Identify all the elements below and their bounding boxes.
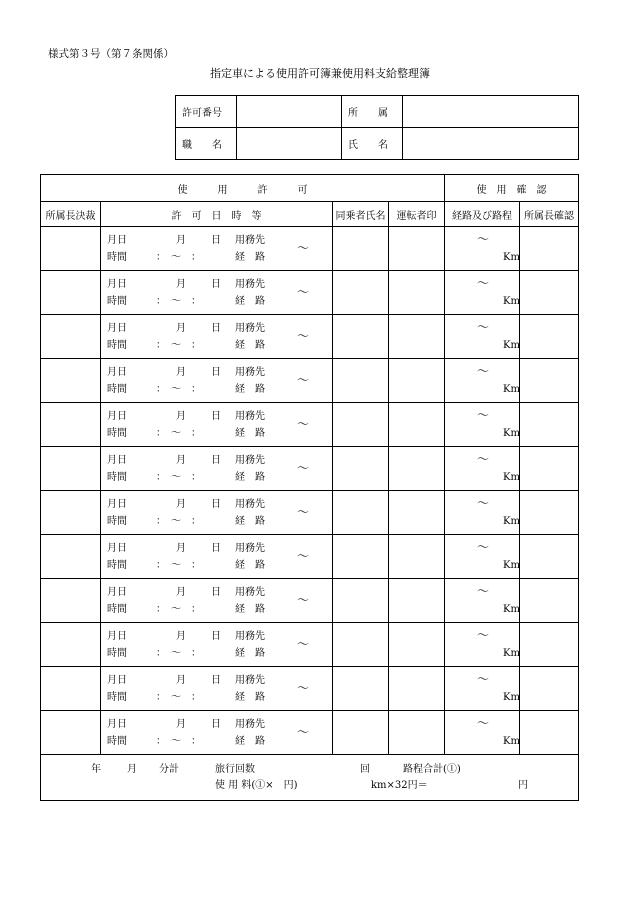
route-distance-cell [445, 667, 520, 711]
month-day-label: 月日 [107, 455, 127, 466]
route-label: 経 路 [235, 736, 265, 747]
footer-summary [41, 755, 579, 801]
time-label: 時間 [107, 340, 127, 351]
km-unit: Km [503, 692, 520, 703]
approver-cell[interactable] [41, 491, 101, 535]
route-tilde: ～ [477, 364, 490, 378]
month-label: 月 [176, 367, 186, 378]
driver-seal-cell[interactable] [389, 623, 445, 667]
table-row [41, 403, 579, 447]
datetime-cell [101, 403, 333, 447]
table-row [41, 447, 579, 491]
destination-label: 用務先 [235, 455, 265, 466]
km-unit: Km [503, 428, 520, 439]
driver-seal-cell[interactable] [389, 447, 445, 491]
confirm-cell[interactable] [520, 667, 579, 711]
route-tilde: ～ [477, 716, 490, 730]
passenger-column-header: 同乗者氏名 [333, 202, 389, 227]
month-day-label: 月日 [107, 719, 127, 730]
footer-distance-total: 路程合計(①) [403, 764, 461, 775]
km-unit: Km [503, 296, 520, 307]
time-label: 時間 [107, 516, 127, 527]
destination-label: 用務先 [235, 279, 265, 290]
passenger-cell[interactable] [333, 315, 389, 359]
approver-cell[interactable] [41, 535, 101, 579]
passenger-cell[interactable] [333, 227, 389, 271]
month-day-label: 月日 [107, 411, 127, 422]
route-distance-cell [445, 447, 520, 491]
usage-log-table [40, 174, 579, 801]
time-range-label: ： ～ ： [156, 692, 201, 703]
time-label: 時間 [107, 560, 127, 571]
route-label: 経 路 [235, 692, 265, 703]
month-label: 月 [176, 499, 186, 510]
day-label: 日 [211, 719, 221, 730]
approver-cell[interactable] [41, 667, 101, 711]
datetime-cell [101, 359, 333, 403]
route-distance-cell [445, 315, 520, 359]
datetime-cell [101, 227, 333, 271]
datetime-cell [101, 315, 333, 359]
day-label: 日 [211, 543, 221, 554]
time-range-label: ： ～ ： [156, 472, 201, 483]
driver-seal-cell[interactable] [389, 403, 445, 447]
month-label: 月 [176, 323, 186, 334]
range-tilde: ～ [297, 593, 310, 607]
passenger-cell[interactable] [333, 711, 389, 755]
table-row [41, 535, 579, 579]
time-label: 時間 [107, 736, 127, 747]
datetime-column-header: 許 可 日 時 等 [101, 202, 333, 227]
data-rows [41, 227, 579, 755]
footer-yen: 円 [518, 780, 528, 791]
footer-fee-label: 使 用 料(①× 円) [215, 780, 298, 791]
driver-seal-column-header: 運転者印 [389, 202, 445, 227]
permit-number-field[interactable] [237, 96, 342, 128]
month-day-label: 月日 [107, 367, 127, 378]
route-distance-cell [445, 403, 520, 447]
time-label: 時間 [107, 604, 127, 615]
range-tilde: ～ [297, 461, 310, 475]
destination-label: 用務先 [235, 323, 265, 334]
time-label: 時間 [107, 384, 127, 395]
approver-cell[interactable] [41, 359, 101, 403]
route-tilde: ～ [477, 672, 490, 686]
month-label: 月 [176, 455, 186, 466]
route-label: 経 路 [235, 516, 265, 527]
km-unit: Km [503, 384, 520, 395]
confirm-cell[interactable] [520, 623, 579, 667]
passenger-cell[interactable] [333, 667, 389, 711]
confirm-cell[interactable] [520, 315, 579, 359]
use-permit-header: 使 用 許 可 [41, 175, 445, 202]
month-day-label: 月日 [107, 543, 127, 554]
km-unit: Km [503, 648, 520, 659]
route-label: 経 路 [235, 472, 265, 483]
approver-column-header: 所属長決裁 [41, 202, 101, 227]
month-day-label: 月日 [107, 499, 127, 510]
driver-seal-cell[interactable] [389, 579, 445, 623]
day-label: 日 [211, 279, 221, 290]
approver-cell[interactable] [41, 711, 101, 755]
approver-cell[interactable] [41, 315, 101, 359]
route-distance-cell [445, 271, 520, 315]
confirm-cell[interactable] [520, 579, 579, 623]
time-range-label: ： ～ ： [156, 384, 201, 395]
route-label: 経 路 [235, 340, 265, 351]
footer-month: 月 [127, 764, 137, 775]
driver-seal-cell[interactable] [389, 227, 445, 271]
km-unit: Km [503, 472, 520, 483]
passenger-cell[interactable] [333, 623, 389, 667]
month-day-label: 月日 [107, 323, 127, 334]
name-field[interactable] [403, 128, 579, 160]
range-tilde: ～ [297, 505, 310, 519]
month-label: 月 [176, 719, 186, 730]
footer-times: 回 [360, 764, 370, 775]
destination-label: 用務先 [235, 631, 265, 642]
route-tilde: ～ [477, 628, 490, 642]
driver-seal-cell[interactable] [389, 315, 445, 359]
route-label: 経 路 [235, 296, 265, 307]
destination-label: 用務先 [235, 543, 265, 554]
header-info-table [175, 95, 579, 160]
table-row [41, 579, 579, 623]
route-tilde: ～ [477, 584, 490, 598]
range-tilde: ～ [297, 637, 310, 651]
approver-cell[interactable] [41, 403, 101, 447]
datetime-cell [101, 447, 333, 491]
destination-label: 用務先 [235, 719, 265, 730]
route-label: 経 路 [235, 560, 265, 571]
table-row [41, 711, 579, 755]
destination-label: 用務先 [235, 499, 265, 510]
table-row [41, 623, 579, 667]
time-range-label: ： ～ ： [156, 648, 201, 659]
month-label: 月 [176, 587, 186, 598]
route-tilde: ～ [477, 232, 490, 246]
approver-cell[interactable] [41, 579, 101, 623]
passenger-cell[interactable] [333, 579, 389, 623]
day-label: 日 [211, 411, 221, 422]
route-distance-cell [445, 359, 520, 403]
month-label: 月 [176, 235, 186, 246]
approver-cell[interactable] [41, 271, 101, 315]
driver-seal-cell[interactable] [389, 491, 445, 535]
passenger-cell[interactable] [333, 491, 389, 535]
time-range-label: ： ～ ： [156, 296, 201, 307]
route-tilde: ～ [477, 452, 490, 466]
month-day-label: 月日 [107, 279, 127, 290]
passenger-cell[interactable] [333, 535, 389, 579]
time-label: 時間 [107, 692, 127, 703]
passenger-cell[interactable] [333, 403, 389, 447]
month-day-label: 月日 [107, 235, 127, 246]
time-range-label: ： ～ ： [156, 516, 201, 527]
affiliation-field[interactable] [403, 96, 579, 128]
day-label: 日 [211, 455, 221, 466]
month-label: 月 [176, 631, 186, 642]
month-label: 月 [176, 279, 186, 290]
table-row [41, 491, 579, 535]
route-tilde: ～ [477, 320, 490, 334]
table-row [41, 271, 579, 315]
month-day-label: 月日 [107, 587, 127, 598]
page-title: 指定車による使用許可簿兼使用料支給整理簿 [210, 67, 430, 80]
driver-seal-cell[interactable] [389, 711, 445, 755]
km-unit: Km [503, 560, 520, 571]
approver-cell[interactable] [41, 447, 101, 491]
range-tilde: ～ [297, 417, 310, 431]
confirm-cell[interactable] [520, 227, 579, 271]
table-row [41, 359, 579, 403]
route-distance-cell [445, 491, 520, 535]
time-range-label: ： ～ ： [156, 340, 201, 351]
route-label: 経 路 [235, 428, 265, 439]
range-tilde: ～ [297, 285, 310, 299]
destination-label: 用務先 [235, 411, 265, 422]
time-label: 時間 [107, 296, 127, 307]
position-field[interactable] [237, 128, 342, 160]
driver-seal-cell[interactable] [389, 535, 445, 579]
route-label: 経 路 [235, 384, 265, 395]
position-label: 職 名 [176, 128, 237, 160]
day-label: 日 [211, 499, 221, 510]
day-label: 日 [211, 675, 221, 686]
time-range-label: ： ～ ： [156, 252, 201, 263]
table-row [41, 227, 579, 271]
confirm-column-header: 所属長確認 [520, 202, 579, 227]
time-range-label: ： ～ ： [156, 736, 201, 747]
route-label: 経 路 [235, 648, 265, 659]
footer-trip-count: 旅行回数 [215, 764, 255, 775]
time-range-label: ： ～ ： [156, 560, 201, 571]
passenger-cell[interactable] [333, 447, 389, 491]
datetime-cell [101, 535, 333, 579]
use-confirm-header: 使 用 確 認 [445, 175, 579, 202]
km-unit: Km [503, 604, 520, 615]
month-label: 月 [176, 543, 186, 554]
range-tilde: ～ [297, 241, 310, 255]
time-range-label: ： ～ ： [156, 604, 201, 615]
footer-year: 年 [91, 764, 101, 775]
time-label: 時間 [107, 428, 127, 439]
form-number-label: 様式第３号（第７条関係） [48, 48, 174, 60]
range-tilde: ～ [297, 373, 310, 387]
datetime-cell [101, 623, 333, 667]
km-unit: Km [503, 736, 520, 747]
day-label: 日 [211, 367, 221, 378]
table-row [41, 315, 579, 359]
route-distance-cell [445, 535, 520, 579]
day-label: 日 [211, 587, 221, 598]
permit-number-label: 許可番号 [176, 96, 237, 128]
route-tilde: ～ [477, 540, 490, 554]
passenger-cell[interactable] [333, 359, 389, 403]
route-label: 経 路 [235, 252, 265, 263]
driver-seal-cell[interactable] [389, 667, 445, 711]
passenger-cell[interactable] [333, 271, 389, 315]
range-tilde: ～ [297, 725, 310, 739]
confirm-cell[interactable] [520, 359, 579, 403]
day-label: 日 [211, 323, 221, 334]
confirm-cell[interactable] [520, 447, 579, 491]
month-label: 月 [176, 675, 186, 686]
confirm-cell[interactable] [520, 491, 579, 535]
approver-cell[interactable] [41, 623, 101, 667]
footer-subtotal: 分計 [159, 764, 179, 775]
time-label: 時間 [107, 648, 127, 659]
km-unit: Km [503, 516, 520, 527]
month-day-label: 月日 [107, 675, 127, 686]
route-label: 経 路 [235, 604, 265, 615]
datetime-cell [101, 579, 333, 623]
month-label: 月 [176, 411, 186, 422]
datetime-cell [101, 271, 333, 315]
km-unit: Km [503, 252, 520, 263]
range-tilde: ～ [297, 549, 310, 563]
route-distance-column-header: 経路及び路程 [445, 202, 520, 227]
route-tilde: ～ [477, 276, 490, 290]
time-label: 時間 [107, 252, 127, 263]
route-tilde: ～ [477, 408, 490, 422]
route-distance-cell [445, 711, 520, 755]
confirm-cell[interactable] [520, 535, 579, 579]
destination-label: 用務先 [235, 235, 265, 246]
datetime-cell [101, 491, 333, 535]
destination-label: 用務先 [235, 367, 265, 378]
approver-cell[interactable] [41, 227, 101, 271]
route-tilde: ～ [477, 496, 490, 510]
footer-rate: km×32円＝ [371, 780, 428, 791]
driver-seal-cell[interactable] [389, 271, 445, 315]
driver-seal-cell[interactable] [389, 359, 445, 403]
time-range-label: ： ～ ： [156, 428, 201, 439]
name-label: 氏 名 [342, 128, 403, 160]
datetime-cell [101, 667, 333, 711]
route-distance-cell [445, 227, 520, 271]
time-label: 時間 [107, 472, 127, 483]
datetime-cell [101, 711, 333, 755]
day-label: 日 [211, 235, 221, 246]
km-unit: Km [503, 340, 520, 351]
route-distance-cell [445, 579, 520, 623]
table-row [41, 667, 579, 711]
destination-label: 用務先 [235, 587, 265, 598]
destination-label: 用務先 [235, 675, 265, 686]
month-day-label: 月日 [107, 631, 127, 642]
range-tilde: ～ [297, 681, 310, 695]
confirm-cell[interactable] [520, 403, 579, 447]
day-label: 日 [211, 631, 221, 642]
route-distance-cell [445, 623, 520, 667]
range-tilde: ～ [297, 329, 310, 343]
confirm-cell[interactable] [520, 711, 579, 755]
confirm-cell[interactable] [520, 271, 579, 315]
affiliation-label: 所 属 [342, 96, 403, 128]
